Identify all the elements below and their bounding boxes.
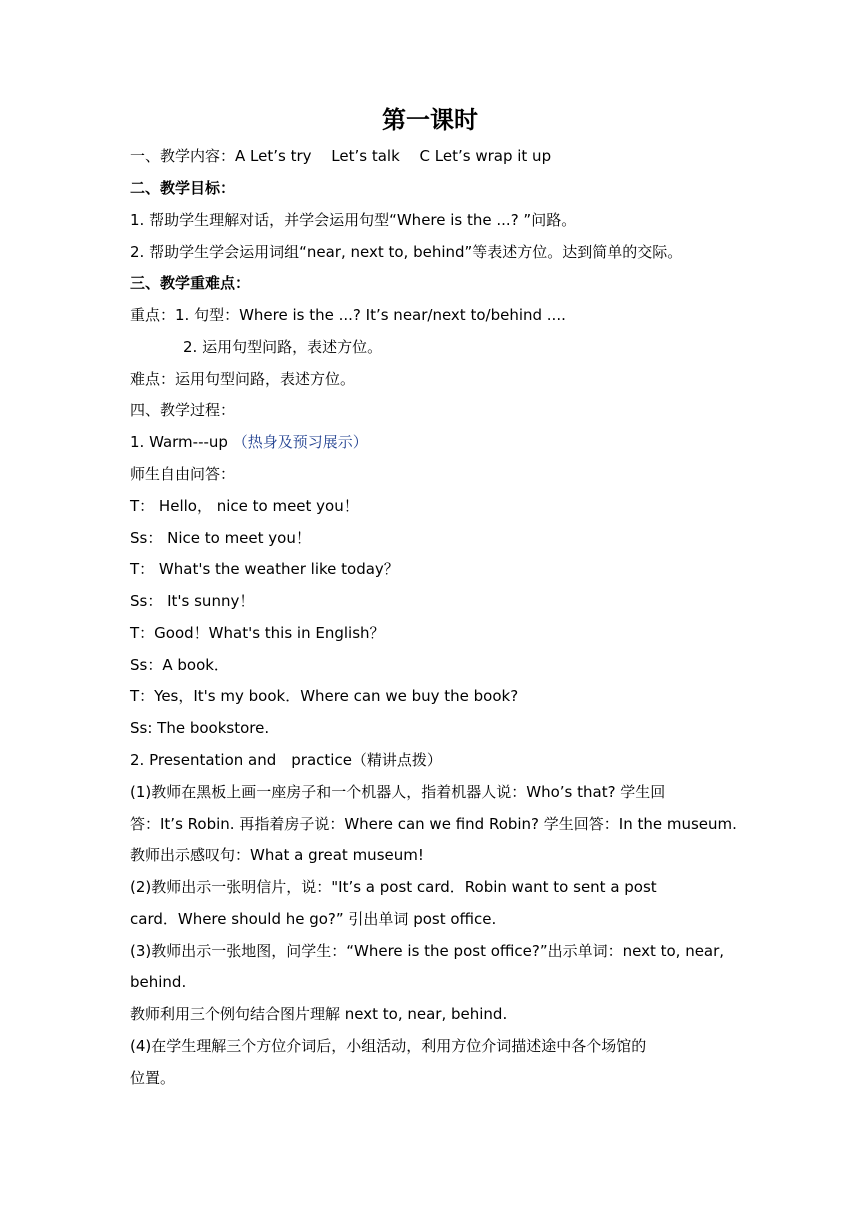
warmup-line <box>130 431 740 453</box>
step-1-line-2: 答：It’s Robin. 再指着房子说：Where can we find Robin? 学生回答：In the museum. <box>130 815 737 833</box>
warmup-label: 1. Warm---up <box>130 433 233 451</box>
dialogue-line-6: Ss：A book． <box>130 656 229 674</box>
dialogue-line-5: T：Good！What's this in English？ <box>130 624 385 642</box>
step-4-line-2: 位置。 <box>130 1069 176 1087</box>
step-1-line-3: 教师出示感叹句：What a great museum! <box>130 846 424 864</box>
step-2-line-2: card．Where should he go?” 引出单词 post office. <box>130 910 497 928</box>
goals-heading: 二、教学目标： <box>130 179 236 197</box>
step-3-line-3: 教师利用三个例句结合图片理解 next to, near, behind. <box>130 1005 508 1023</box>
dialogue-line-1: T： Hello， nice to meet you！ <box>130 497 359 515</box>
step-2-line-1: (2)教师出示一张明信片，说："It’s a post card．Robin want to sent a post <box>130 878 657 896</box>
dialogue-line-7: T：Yes，It's my book．Where can we buy the book? <box>130 687 519 705</box>
step-1-line-1: (1)教师在黑板上画一座房子和一个机器人，指着机器人说：Who’s that? 学生回 <box>130 783 666 801</box>
process-heading: 四、教学过程： <box>130 401 236 419</box>
teaching-content: 一、教学内容：A Let’s try Let’s talk C Let’s wrap it up <box>130 147 552 165</box>
page-title: 第一课时 <box>382 105 478 134</box>
step-4-line-1: (4)在学生理解三个方位介词后，小组活动，利用方位介词描述途中各个场馆的 <box>130 1037 647 1055</box>
step-3-line-2: behind. <box>130 973 187 991</box>
dialogue-line-3: T： What's the weather like today？ <box>130 560 399 578</box>
difficulty: 难点：运用句型问路，表述方位。 <box>130 370 356 388</box>
warmup-note: （热身及预习展示） <box>232 433 368 451</box>
dialogue-line-2: Ss： Nice to meet you！ <box>130 529 311 547</box>
presentation-heading: 2. Presentation and practice（精讲点拨） <box>130 751 442 769</box>
goal-2: 2. 帮助学生学会运用词组“near, next to, behind”等表述方位。达到简单的交际。 <box>130 243 683 261</box>
dialogue-line-4: Ss： It's sunny！ <box>130 592 255 610</box>
key-point-2: 2. 运用句型问路，表述方位。 <box>183 338 383 356</box>
key-point-1: 重点：1. 句型：Where is the ...? It’s near/next to/behind .... <box>130 306 566 324</box>
dialogue-line-8: Ss: The bookstore. <box>130 719 270 737</box>
step-3-line-1: (3)教师出示一张地图，问学生：“Where is the post office?”出示单词：next to, near, <box>130 942 725 960</box>
key-points-heading: 三、教学重难点： <box>130 274 251 292</box>
free-qa: 师生自由问答： <box>130 465 236 483</box>
goal-1: 1. 帮助学生理解对话，并学会运用句型“Where is the ...? ”问路。 <box>130 211 577 229</box>
